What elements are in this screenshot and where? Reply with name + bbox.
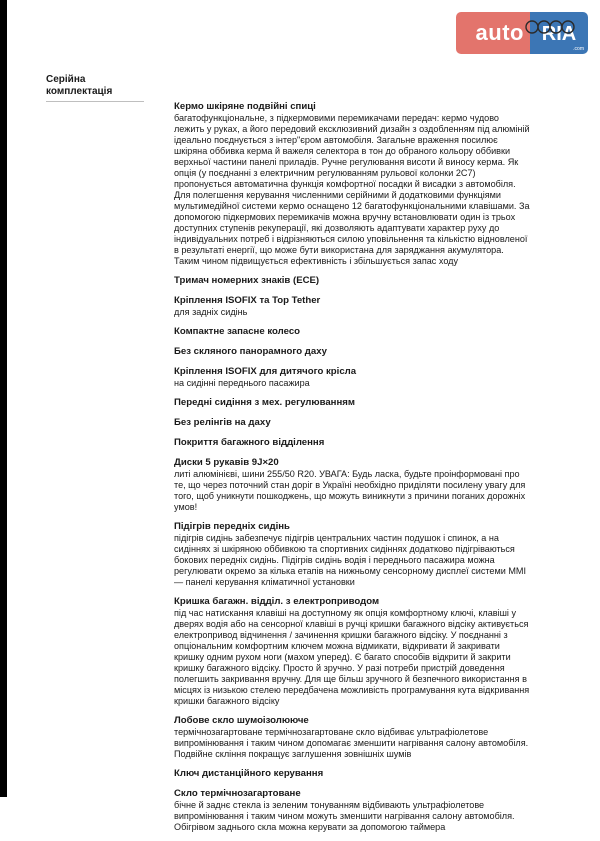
item-description: підігрів сидінь забезпечує підігрів центральних частин подушок і спинок, а на сидіннях зі шкіряною оббивкою та спортивних сидіннях додатково підігріваються бокових передніх сидінь. Підігрів сидінь водія і переднього пасажира можна регулювати окремо за кілька етапів на нижньому сенсорному дисплеї системи MMI — панелі керування кліматичної установки <box>174 533 527 587</box>
item-title: Передні сидіння з мех. регулюванням <box>174 397 355 408</box>
item-title: Без релінгів на даху <box>174 417 271 428</box>
equipment-item <box>174 715 530 760</box>
item-title: Підігрів передніх сидінь <box>174 521 290 532</box>
item-title: Ключ дистанційного керування <box>174 768 324 779</box>
page-edge <box>0 0 7 797</box>
equipment-item <box>174 437 530 449</box>
logo-com-text: .com <box>573 46 584 52</box>
item-title: Компактне запасне колесо <box>174 326 301 337</box>
item-description: багатофункціональне, з підкермовими перемикачами передач: кермо чудово лежить у руках, а його передовий ексклюзивний дизайн з оздобленням під алюміній ідеально поєднується з інтер"єром автомобіля. Загальне враження посилює шкіряна оббивка керма й важеля селектора в тон до обраного кольору оббивки верхньої частини панелі приладів. Ручне регулювання висоти й виносу керма. Як опція (у поєднанні з електричним регулюванням рульової колонки 2C7) пропонується автоматична функція комфортної посадки й висадки з автомобіля. Для полегшення керування численними серійними й додатковими функціями мультимедійної системи кермо оснащено 12 багатофункціональними клавішами. За допомогою підкермових перемикачів можна вручну встановлювати один із трьох доступних ступенів рекуперації, які дозволяють адаптувати характер руху до індивідуальних потреб і відрізняються силою уповільнення та кількістю відновленої в результаті енергії, що може бути використана для заряджання акумулятора. Таким чином підвищується ефективність і збільшується запас ходу <box>174 113 530 266</box>
item-title: Тримач номерних знаків (ECE) <box>174 275 320 286</box>
equipment-item <box>174 417 530 429</box>
equipment-item <box>174 275 530 287</box>
equipment-item <box>174 596 530 707</box>
equipment-item <box>174 101 530 267</box>
equipment-item <box>174 366 530 389</box>
equipment-item <box>174 788 530 833</box>
item-title: Кермо шкіряне подвійні спиці <box>174 101 316 112</box>
item-description: для задніх сидінь <box>174 307 248 317</box>
item-description: литі алюмінієві, шини 255/50 R20. УВАГА: Будь ласка, будьте проінформовані про те, що через поточний стан доріг в Україні необхідно приділяти посилену увагу для того, щоб уникнути пошкоджень, що можуть виникнути з причини поганих дорожніх умов! <box>174 469 526 512</box>
item-title: Кріплення ISOFIX та Top Tether <box>174 295 321 306</box>
item-description: на сидінні переднього пасажира <box>174 378 310 388</box>
item-title: Диски 5 рукавів 9J×20 <box>174 457 279 468</box>
autoria-logo[interactable] <box>456 12 588 54</box>
logo-auto-text: auto <box>456 12 530 54</box>
item-title: Лобове скло шумоізолююче <box>174 715 309 726</box>
item-title: Кришка багажн. відділ. з електроприводом <box>174 596 380 607</box>
equipment-item <box>174 768 530 780</box>
equipment-item <box>174 346 530 358</box>
equipment-item <box>174 326 530 338</box>
item-description: термічнозагартоване термічнозагартоване скло відбиває ультрафіолетове випромінювання і таким чином допомагає зменшити нагрівання салону автомобіля. Подвійне скління покращує заглушення зовнішніх шумів <box>174 727 529 759</box>
item-description: під час натискання клавіші на доступному як опція комфортному ключі, клавіші у дверях водія або на сенсорної клавіші в ручці кришки багажного відсіку активується електропривод відчинення / зачинення кришки багажного відсіку. У поєднанні з опціональним комфортним ключем можна відмикати, відкривати й закривати кришку одним рухом ноги (махом уперед). Є багато способів відкрити й закрити кришку багажного відсіку. Просто й зручно. У разі потреби пристрій доведення полегшить закривання вручну. Для ще більш зручного й безпечного використання в місцях із низькою стелею передбачена можливість програмування кута відкривання кришки багажного відсіку <box>174 608 530 706</box>
item-title: Скло термічнозагартоване <box>174 788 301 799</box>
section-title: Серійна комплектація <box>46 74 144 102</box>
equipment-item <box>174 521 530 588</box>
item-title: Без скляного панорамного даху <box>174 346 328 357</box>
equipment-list <box>174 101 530 841</box>
item-description: бічне й заднє стекла із зеленим тонуванням відбивають ультрафіолетове випромінювання і таким чином можуть зменшити нагрівання салону автомобіля. Обігрівом заднього скла можна керувати за допомогою таймера <box>174 800 515 832</box>
equipment-item <box>174 397 530 409</box>
equipment-item <box>174 295 530 318</box>
item-title: Покриття багажного відділення <box>174 437 325 448</box>
equipment-item <box>174 457 530 513</box>
item-title: Кріплення ISOFIX для дитячого крісла <box>174 366 357 377</box>
logo-ria-text: RIA <box>530 12 588 54</box>
audi-rings-icon <box>524 20 580 34</box>
